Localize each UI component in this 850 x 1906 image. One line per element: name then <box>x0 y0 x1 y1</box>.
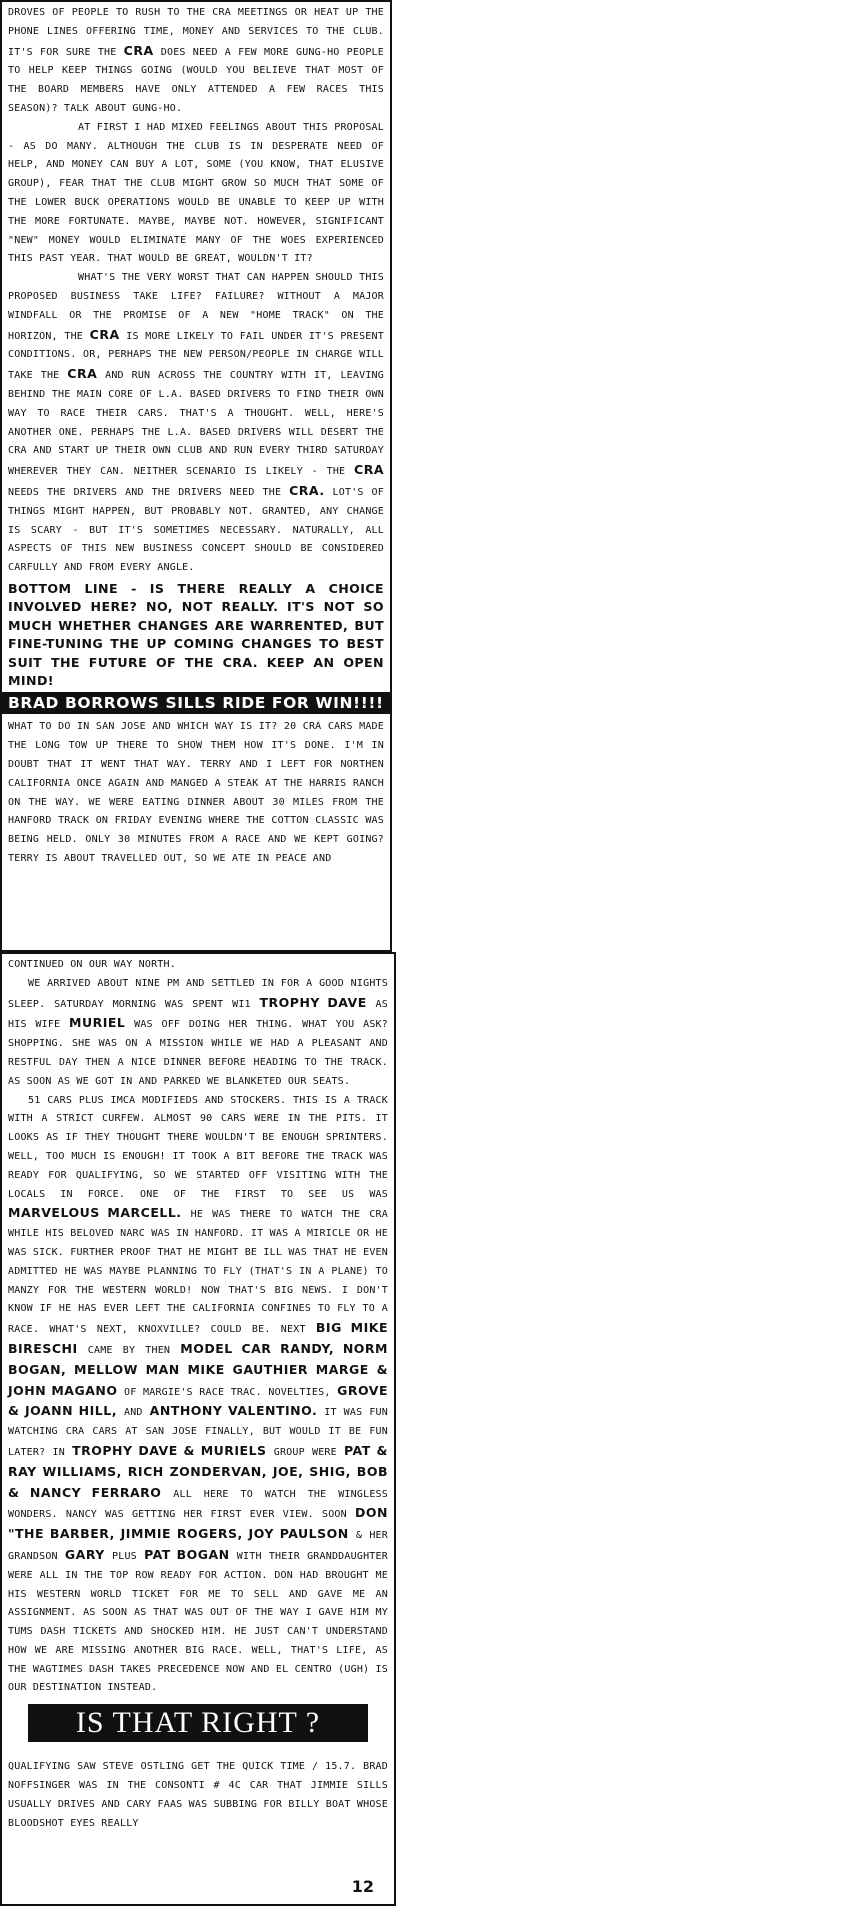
right-column <box>0 952 396 1906</box>
paragraph: CONTINUED ON OUR WAY NORTH. <box>8 959 176 970</box>
page-number: 12 <box>351 1877 374 1896</box>
left-column <box>0 0 392 952</box>
is-that-right-banner: IS THAT RIGHT ? <box>28 1704 368 1742</box>
paragraph: DROVES OF PEOPLE TO RUSH TO THE CRA MEETINGS OR HEAT UP THE PHONE LINES OFFERING TIME, MONEY AND SERVICES TO THE CLUB. IT'S FOR SURE THE CRA DOES NEED A FEW MORE GUNG-HO PEOPLE TO HELP KEEP THINGS GOING (WOULD YOU BELIEVE THAT MOST OF THE BOARD MEMBERS HAVE ONLY ATTENDED A FEW RACES THIS SEASON)? TALK ABOUT GUNG-HO. <box>8 7 384 114</box>
bottom-line-callout: BOTTOM LINE - IS THERE REALLY A CHOICE INVOLVED HERE? NO, NOT REALLY. IT'S NOT SO MUCH WHETHER CHANGES ARE WARRENTED, BUT FINE-TUNING THE UP COMING CHANGES TO BEST SUIT THE FUTURE OF THE CRA. KEEP AN OPEN MIND! <box>8 580 384 688</box>
paragraph: WHAT'S THE VERY WORST THAT CAN HAPPEN SHOULD THIS PROPOSED BUSINESS TAKE LIFE? FAILURE? WITHOUT A MAJOR WINDFALL OR THE PROMISE OF A NEW "HOME TRACK" ON THE HORIZON, THE CRA IS MORE LIKELY TO FAIL UNDER IT'S PRESENT CONDITIONS. OR, PERHAPS THE NEW PERSON/PEOPLE IN CHARGE WILL TAKE THE CRA AND RUN ACROSS THE COUNTRY WITH IT, LEAVING BEHIND THE MAIN CORE OF L.A. BASED DRIVERS TO FIND THEIR OWN WAY TO RACE THEIR CARS. THAT'S A THOUGHT. WELL, HERE'S ANOTHER ONE. PERHAPS THE L.A. BASED DRIVERS WILL DESERT THE CRA AND START UP THEIR OWN CLUB AND RUN EVERY THIRD SATURDAY WHEREVER THEY CAN. NEITHER SCENARIO IS LIKELY - THE CRA NEEDS THE DRIVERS AND THE DRIVERS NEED THE CRA. LOT'S OF THINGS MIGHT HAPPEN, BUT PROBABLY NOT. GRANTED, ANY CHANGE IS SCARY - BUT IT'S SOMETIMES NECESSARY. NATURALLY, ALL ASPECTS OF THIS NEW BUSINESS CONCEPT SHOULD BE CONSIDERED CARFULLY AND FROM EVERY ANGLE. <box>8 272 384 574</box>
article-headline-banner: BRAD BORROWS SILLS RIDE FOR WIN!!!! <box>2 692 390 714</box>
paragraph: QUALIFYING SAW STEVE OSTLING GET THE QUICK TIME / 15.7. BRAD NOFFSINGER WAS IN THE CONSONTI # 4C CAR THAT JIMMIE SILLS USUALLY DRIVES AND CARY FAAS WAS SUBBING FOR BILLY BOAT WHOSE BLOODSHOT EYES REALLY <box>8 1761 388 1829</box>
paragraph: 51 CARS PLUS IMCA MODIFIEDS AND STOCKERS. THIS IS A TRACK WITH A STRICT CURFEW. ALMOST 90 CARS WERE IN THE PITS. IT LOOKS AS IF THEY THOUGHT THERE WOULDN'T BE ENOUGH SPRINTERS. WELL, TOO MUCH IS ENOUGH! IT TOOK A BIT BEFORE THE TRACK WAS READY FOR QUALIFYING, SO WE STARTED OFF VISITING WITH THE LOCALS IN FORCE. ONE OF THE FIRST TO SEE US WAS MARVELOUS MARCELL. HE WAS THERE TO WATCH THE CRA WHILE HIS BELOVED NARC WAS IN HANFORD. IT WAS A MIRICLE OR HE WAS SICK. FURTHER PROOF THAT HE MIGHT BE ILL WAS THAT HE EVEN ADMITTED HE WAS MAYBE PLANNING TO FLY (THAT'S IN A PLANE) TO MANZY FOR THE WESTERN WORLD! NOW THAT'S BIG NEWS. I DON'T KNOW IF HE HAS EVER LEFT THE CALIFORNIA CONFINES TO FLY TO A RACE. WHAT'S NEXT, KNOXVILLE? COULD BE. NEXT BIG MIKE BIRESCHI CAME BY THEN MODEL CAR RANDY, NORM BOGAN, MELLOW MAN MIKE GAUTHIER MARGE & JOHN MAGANO OF MARGIE'S RACE TRAC. NOVELTIES, GROVE & JOANN HILL, AND ANTHONY VALENTINO. IT WAS FUN WATCHING CRA CARS AT SAN JOSE FINALLY, BUT WOULD IT BE FUN LATER? IN TROPHY DAVE & MURIELS GROUP WERE PAT & RAY WILLIAMS, RICH ZONDERVAN, JOE, SHIG, BOB & NANCY FERRARO ALL HERE TO WATCH THE WINGLESS WONDERS. NANCY WAS GETTING HER FIRST EVER VIEW. SOON DON "THE BARBER, JIMMIE ROGERS, JOY PAULSON & HER GRANDSON GARY PLUS PAT BOGAN WITH THEIR GRANDDAUGHTER WERE ALL IN THE TOP ROW READY FOR ACTION. DON HAD BROUGHT ME HIS WESTERN WORLD TICKET FOR ME TO SELL AND GAVE ME AN ASSIGNMENT. AS SOON AS THAT WAS OUT OF THE WAY I GAVE HIM MY TUMS DASH TICKETS AND SHOCKED HIM. HE JUST CAN'T UNDERSTAND HOW WE ARE MISSING ANOTHER BIG RACE. WELL, THAT'S LIFE, AS THE WAGTIMES DASH TAKES PRECEDENCE NOW AND EL CENTRO (UGH) IS OUR DESTINATION INSTEAD. <box>8 1094 388 1694</box>
paragraph: WE ARRIVED ABOUT NINE PM AND SETTLED IN FOR A GOOD NIGHTS SLEEP. SATURDAY MORNING WAS SPENT WI1 TROPHY DAVE AS HIS WIFE MURIEL WAS OFF DOING HER THING. WHAT YOU ASK? SHOPPING. SHE WAS ON A MISSION WHILE WE HAD A PLEASANT AND RESTFUL DAY THEN A NICE DINNER BEFORE HEADING TO THE TRACK. AS SOON AS WE GOT IN AND PARKED WE BLANKETED OUR SEATS. <box>8 977 388 1087</box>
paragraph: WHAT TO DO IN SAN JOSE AND WHICH WAY IS IT? 20 CRA CARS MADE THE LONG TOW UP THERE TO SHOW THEM HOW IT'S DONE. I'M IN DOUBT THAT IT WENT THAT WAY. TERRY AND I LEFT FOR NORTHEN CALIFORNIA ONCE AGAIN AND MANGED A STEAK AT THE HARRIS RANCH ON THE WAY. WE WERE EATING DINNER ABOUT 30 MILES FROM THE HANFORD TRACK ON FRIDAY EVENING WHERE THE COTTON CLASSIC WAS BEING HELD. ONLY 30 MINUTES FROM A RACE AND WE KEPT GOING? TERRY IS ABOUT TRAVELLED OUT, SO WE ATE IN PEACE AND <box>8 721 384 864</box>
paragraph: AT FIRST I HAD MIXED FEELINGS ABOUT THIS PROPOSAL - AS DO MANY. ALTHOUGH THE CLUB IS IN DESPERATE NEED OF HELP, AND MONEY CAN BUY A LOT, SOME (YOU KNOW, THAT ELUSIVE GROUP), FEAR THAT THE CLUB MIGHT GROW SO MUCH THAT SOME OF THE LOWER BUCK OPERATIONS WOULD BE UNABLE TO KEEP UP WITH THE MORE FORTUNATE. MAYBE, MAYBE NOT. HOWEVER, SIGNIFICANT "NEW" MONEY WOULD ELIMINATE MANY OF THE WOES EXPERIENCED THIS PAST YEAR. THAT WOULD BE GREAT, WOULDN'T IT? <box>8 121 384 265</box>
